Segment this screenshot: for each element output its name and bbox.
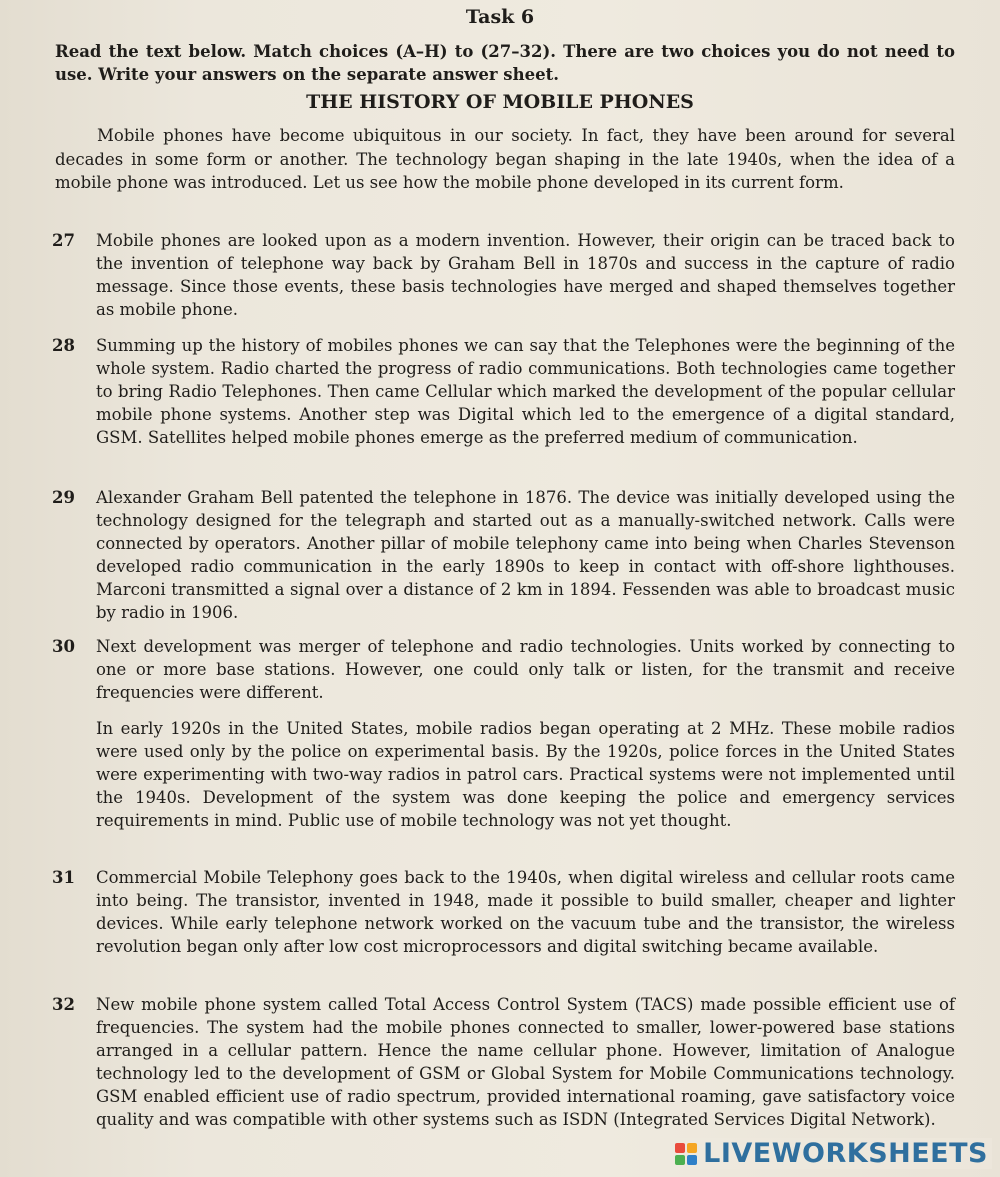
paragraph-text: Mobile phones are looked upon as a modern invention. However, their origin can be traced back to the invention of telephone way back by Graham Bell in 1870s and success in the capture of radio message. Since those events, these basis technologies have merged and shaped themselves together as mobile phone.: [96, 231, 955, 319]
paragraph-27: [52, 229, 955, 321]
paragraph-number: 28: [52, 336, 75, 355]
paragraph-30: [52, 635, 955, 704]
paragraph-text: Commercial Mobile Telephony goes back to the 1940s, when digital wireless and cellular roots came into being. The transistor, invented in 1948, made it possible to build smaller, cheaper and lighter devices. While early telephone network worked on the vacuum tube and the transistor, the wireless revolution began only after low cost microprocessors and digital switching became available.: [96, 868, 955, 956]
paragraph-number: 31: [52, 868, 75, 887]
paragraph-number: 27: [52, 231, 75, 250]
paragraph-32: [52, 993, 955, 1131]
paragraph-text: Summing up the history of mobiles phones we can say that the Telephones were the beginning of the whole system. Radio charted the progress of radio communications. Both technologies came together to bring Radio Telephones. Then came Cellular which marked the development of the popular cellular mobile phone systems. Another step was Digital which led to the emergence of a digital standard, GSM. Satellites helped mobile phones emerge as the preferred medium of communication.: [96, 336, 955, 447]
liveworksheets-logo-icon: [675, 1143, 697, 1165]
logo-square: [687, 1155, 697, 1165]
paragraph-30-continued: In early 1920s in the United States, mobile radios began operating at 2 MHz. These mobile radios were used only by the police on experimental basis. By the 1920s, police forces in the United States were experimenting with two-way radios in patrol cars. Practical systems were not implemented until the 1940s. Development of the system was done keeping the police and emergency services requirements in mind. Public use of mobile technology was not yet thought.: [96, 719, 955, 830]
intro-paragraph: Mobile phones have become ubiquitous in our society. In fact, they have been around for several decades in some form or another. The technology began shaping in the late 1940s, when the idea of a mobile phone was introduced. Let us see how the mobile phone developed in its current form.: [55, 126, 955, 192]
logo-square: [687, 1143, 697, 1153]
paragraph-text: New mobile phone system called Total Access Control System (TACS) made possible efficient use of frequencies. The system had the mobile phones connected to smaller, lower-powered base stations arranged in a cellular pattern. Hence the name cellular phone. However, limitation of Analogue technology led to the development of GSM or Global System for Mobile Communications technology. GSM enabled efficient use of radio spectrum, provided international roaming, gave satisfactory voice quality and was compatible with other systems such as ISDN (Integrated Services Digital Network).: [96, 995, 955, 1129]
task-heading: Task 6: [465, 6, 535, 28]
instructions: Read the text below. Match choices (A–H) to (27–32). There are two choices you do not need to use. Write your answers on the separate answer sheet.: [55, 42, 955, 84]
paragraph-number: 29: [52, 488, 75, 507]
paragraph-text: Next development was merger of telephone and radio technologies. Units worked by connecting to one or more base stations. However, one could only talk or listen, for the transmit and receive frequencies were different.: [96, 637, 955, 702]
paragraph-number: 30: [52, 637, 75, 656]
paragraph-28: [52, 334, 955, 449]
paragraph-29: [52, 486, 955, 624]
liveworksheets-watermark: [671, 1138, 992, 1169]
paragraph-31: [52, 866, 955, 958]
paragraph-number: 32: [52, 995, 75, 1014]
logo-square: [675, 1143, 685, 1153]
paragraph-text: Alexander Graham Bell patented the telephone in 1876. The device was initially developed using the technology designed for the telegraph and started out as a manually-switched network. Calls were connected by operators. Another pillar of mobile telephony came into being when Charles Stevenson developed radio communication in the early 1890s to keep in contact with off-shore lighthouses. Marconi transmitted a signal over a distance of 2 km in 1894. Fessenden was able to broadcast music by radio in 1906.: [96, 488, 955, 622]
article-title: THE HISTORY OF MOBILE PHONES: [306, 91, 694, 113]
logo-square: [675, 1155, 685, 1165]
watermark-text: LIVEWORKSHEETS: [703, 1138, 988, 1169]
